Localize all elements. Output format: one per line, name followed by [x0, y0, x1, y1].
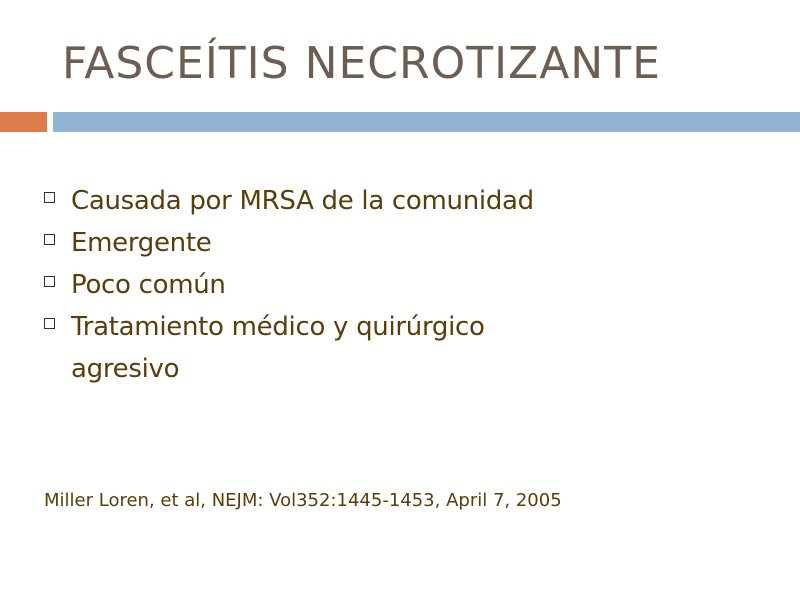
bullet-text: Poco común — [71, 270, 226, 300]
bullet-item — [44, 264, 644, 306]
bullet-text: Causada por MRSA de la comunidad — [71, 186, 534, 216]
square-bullet-icon — [44, 192, 55, 203]
bullet-text: Tratamiento médico y quirúrgico agresivo — [71, 312, 485, 384]
square-bullet-icon — [44, 276, 55, 287]
bullet-item — [44, 222, 644, 264]
square-bullet-icon — [44, 234, 55, 245]
title-accent-bar — [0, 112, 47, 132]
slide-title: FASCEÍTIS NECROTIZANTE — [62, 38, 661, 89]
bullet-item — [44, 180, 644, 222]
bullet-item — [44, 306, 591, 390]
square-bullet-icon — [44, 318, 55, 329]
bullet-text: Emergente — [71, 228, 212, 258]
bullet-list — [44, 180, 644, 390]
citation: Miller Loren, et al, NEJM: Vol352:1445-1453, April 7, 2005 — [44, 490, 562, 511]
title-divider-bar — [53, 112, 800, 132]
